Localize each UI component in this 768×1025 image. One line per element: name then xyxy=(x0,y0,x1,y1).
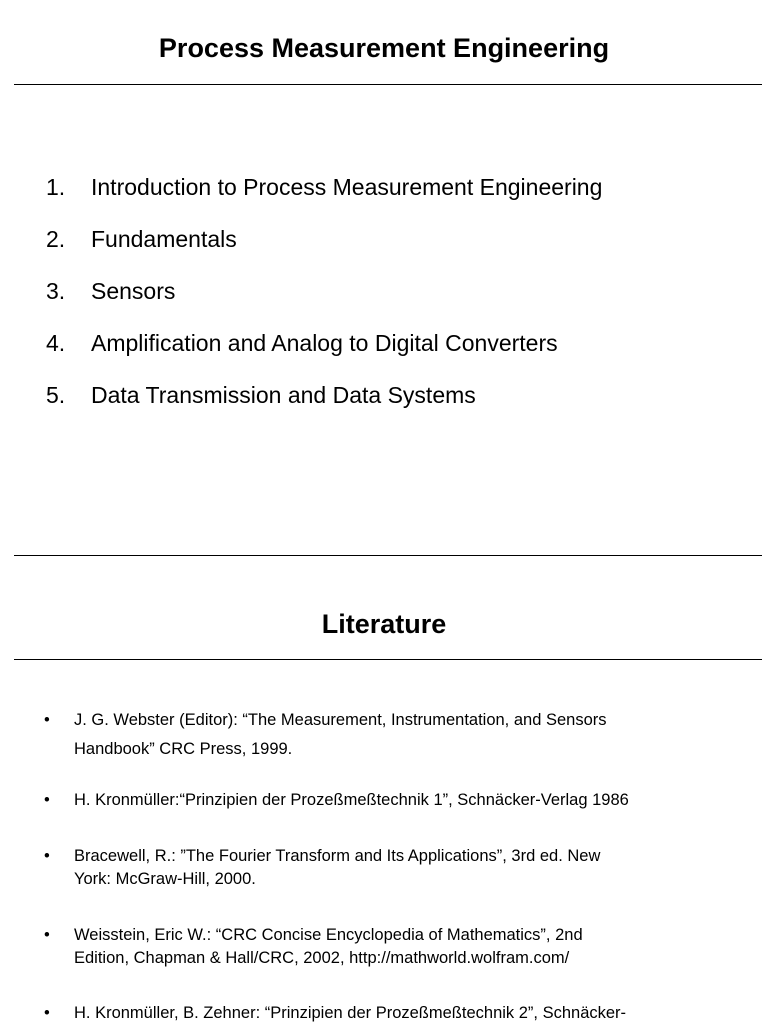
toc-number: 5. xyxy=(46,382,66,408)
literature-line: H. Kronmüller, B. Zehner: “Prinzipien der Prozeßmeßtechnik 2”, Schnäcker- xyxy=(74,1004,627,1022)
toc-label: Fundamentals xyxy=(91,226,237,252)
title-divider xyxy=(14,84,762,85)
literature-heading: Literature xyxy=(321,609,447,639)
toc-item xyxy=(46,381,476,409)
toc-label: Introduction to Process Measurement Engineering xyxy=(91,174,603,200)
literature-text xyxy=(74,924,744,970)
bullet-icon: • xyxy=(44,711,50,729)
literature-line: Handbook” CRC Press, 1999. xyxy=(74,740,293,758)
bullet-icon: • xyxy=(44,847,50,865)
toc-number: 3. xyxy=(46,278,66,304)
literature-line: H. Kronmüller:“Prinzipien der Prozeßmeßtechnik 1”, Schnäcker-Verlag 1986 xyxy=(74,791,629,809)
literature-line: Weisstein, Eric W.: “CRC Concise Encyclopedia of Mathematics”, 2nd xyxy=(74,926,583,944)
literature-line: York: McGraw-Hill, 2000. xyxy=(74,870,256,888)
literature-text xyxy=(74,789,744,812)
literature-text xyxy=(74,845,744,891)
literature-text xyxy=(74,706,744,764)
bullet-icon: • xyxy=(44,1004,50,1022)
toc-item xyxy=(46,173,602,201)
page-title: Process Measurement Engineering xyxy=(158,33,610,63)
toc-item xyxy=(46,329,558,357)
literature-line: J. G. Webster (Editor): “The Measurement, Instrumentation, and Sensors xyxy=(74,711,607,729)
bullet-icon: • xyxy=(44,926,50,944)
toc-number: 1. xyxy=(46,174,66,200)
bullet-icon: • xyxy=(44,791,50,809)
toc-number: 2. xyxy=(46,226,66,252)
literature-line: Bracewell, R.: ”The Fourier Transform and Its Applications”, 3rd ed. New xyxy=(74,847,601,865)
toc-label: Data Transmission and Data Systems xyxy=(91,382,476,408)
toc-item xyxy=(46,225,237,253)
toc-label: Amplification and Analog to Digital Converters xyxy=(91,330,558,356)
section-divider xyxy=(14,555,762,556)
literature-line: Edition, Chapman & Hall/CRC, 2002, http://mathworld.wolfram.com/ xyxy=(74,949,570,967)
toc-item xyxy=(46,277,175,305)
toc-number: 4. xyxy=(46,330,66,356)
literature-text xyxy=(74,1002,744,1025)
literature-divider xyxy=(14,659,762,660)
toc-label: Sensors xyxy=(91,278,176,304)
